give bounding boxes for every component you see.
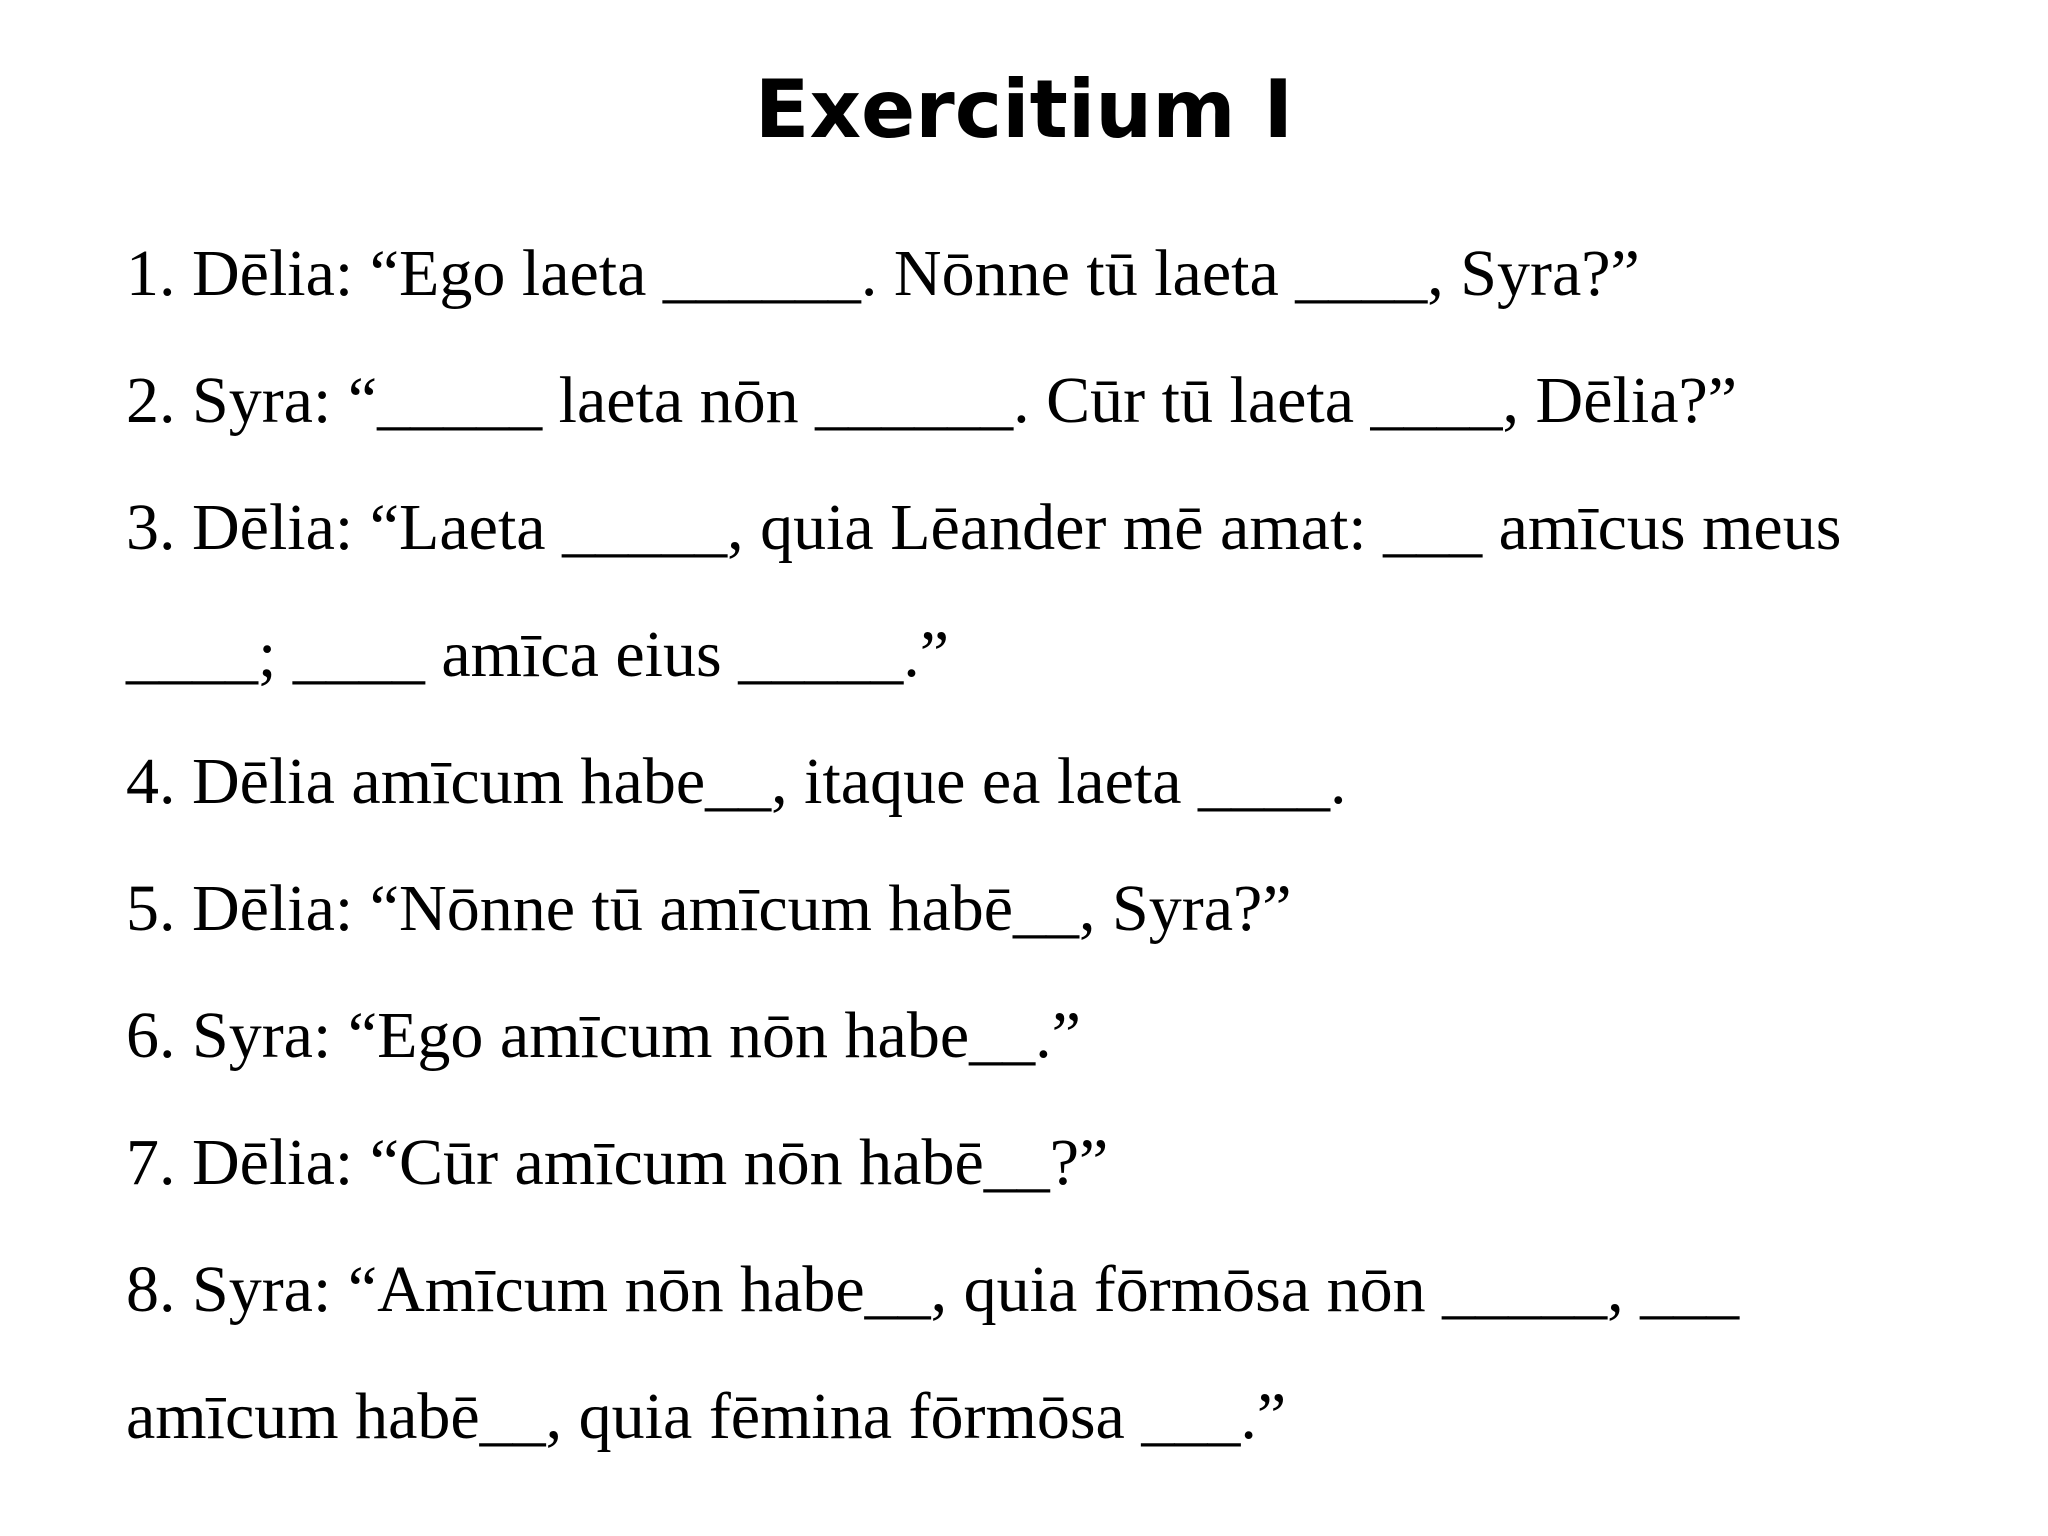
exercise-line-4: 4. Dēlia amīcum habe__, itaque ea laeta ____. <box>126 745 1347 818</box>
exercise-line-3-continued: ____; ____ amīca eius _____.” <box>126 618 950 691</box>
exercise-line-8-continued: amīcum habē__, quia fēmina fōrmōsa ___.” <box>126 1380 1287 1453</box>
exercise-line-5: 5. Dēlia: “Nōnne tū amīcum habē__, Syra?” <box>126 872 1292 945</box>
exercise-line-7: 7. Dēlia: “Cūr amīcum nōn habē__?” <box>126 1126 1109 1199</box>
page-title: Exercitium I <box>754 63 1294 156</box>
exercise-line-1: 1. Dēlia: “Ego laeta ______. Nōnne tū laeta ____, Syra?” <box>126 237 1640 310</box>
exercise-list <box>126 210 1956 1480</box>
exercise-line-6: 6. Syra: “Ego amīcum nōn habe__.” <box>126 999 1081 1072</box>
exercise-line-8: 8. Syra: “Amīcum nōn habe__, quia fōrmōsa nōn _____, ___ <box>126 1253 1740 1326</box>
exercise-line-3: 3. Dēlia: “Laeta _____, quia Lēander mē amat: ___ amīcus meus <box>126 491 1842 564</box>
exercise-line-2: 2. Syra: “_____ laeta nōn ______. Cūr tū laeta ____, Dēlia?” <box>126 364 1738 437</box>
